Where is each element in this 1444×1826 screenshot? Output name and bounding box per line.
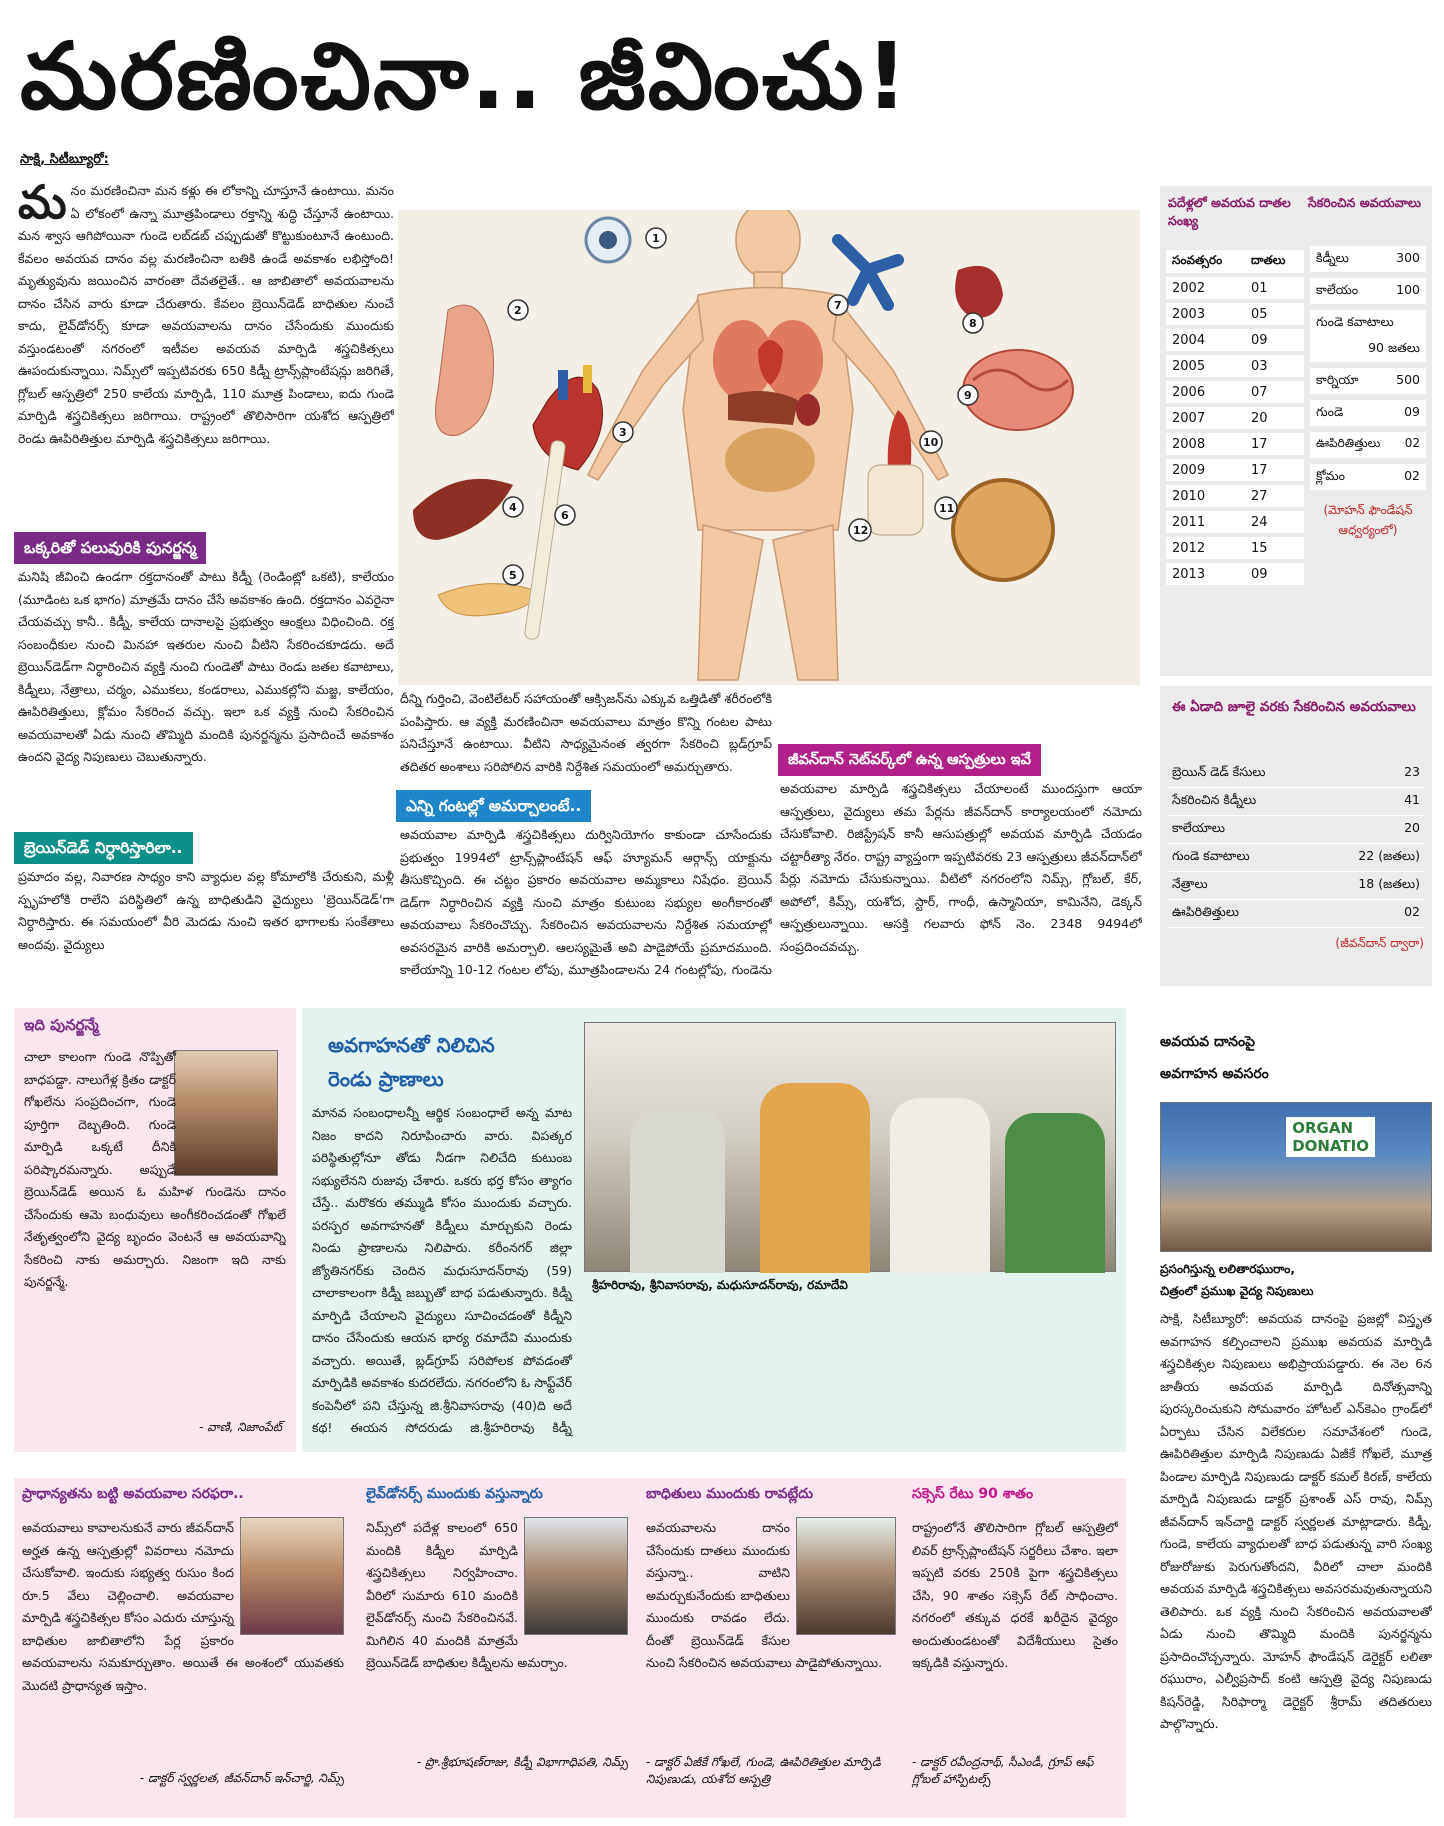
- heart-organ: [533, 365, 603, 470]
- section-two-text: ప్రమాదం వల్ల, నివారణ సాధ్యం కాని వ్యాధుల వల్ల కోమాలోకి చేరుకుని, మళ్లీ స్పృహలోకి రాలేని పరిస్థితిలో ఉన్న బాధితుడిని వైద్యులు 'బ్రెయిన్‌డెడ్'గా నిర్ధారిస్తారు. ఈ సమయంలో వీరి మెదడు నుంచి ఇతర భాగాలకు సంకేతాలు అందవు. వైద్యులు: [18, 869, 394, 952]
- badge-5: [503, 565, 523, 585]
- list-item: నేత్రాలు 18 (జతలు): [1168, 872, 1424, 900]
- photo-spacer: [572, 1102, 1112, 1302]
- eye-organ: [586, 218, 630, 262]
- awareness-need-heading-line2: అవగాహన అవసరం: [1160, 1066, 1269, 1082]
- awareness-heading-line2: రెండు ప్రాణాలు: [328, 1067, 444, 1091]
- svg-text:8: 8: [969, 317, 977, 330]
- awareness-text: [312, 1102, 1112, 1442]
- awareness-need-text: సాక్షి, సిటీబ్యూరో: అవయవ దానంపై ప్రజల్లో విస్తృత అవగాహన కల్పించాలని ప్రముఖ అవయవ మార్పిడి శస్త్రచికిత్సల నిపుణులు అభిప్రాయపడ్డారు. ఈ నెల 6న జాతీయ అవయవ మార్పిడి దినోత్సవాన్ని పురస్కరించుకుని సోమవారం హోటల్ ఎన్‌కెఎం గ్రాండ్‌లో ఏర్పాటు చేసిన విలేకరుల సమావేశంలో గుండె, ఊపిరితిత్తుల మార్పిడి నిపుణుడు ఏజీకే గోఖలే, మూత్ర పిండాల మార్పిడి నిపుణుడు డాక్టర్ కమల్ కిరణ్, కాలేయ మార్పిడి నిపుణుడు డాక్టర్ ప్రశాంత్ ఎస్ రావు, నిమ్స్ జీవన్‌దాన్ ఇన్‌చార్జి డాక్టర్ స్వర్ణలత మాట్లాడారు. కిడ్నీ, గుండె, కాలేయ వ్యాధులతో బాధ పడుతున్న వారి సంఖ్య రోజురోజుకు పెరుగుతోందని, వీరిలో చాలా మందికి అవయవ మార్పిడి శస్త్రచికిత్సలు అవసరమవుతున్నాయని తెలిపారు. ఒక వ్యక్తి నుంచి సేకరించిన అవయవాలతో ఏడు నుంచి తొమ్మిది మందికి పునర్జన్మను ప్రసాదించొచ్చన్నారు. మోహన్ ఫౌండేషన్ డెరైక్టర్ లలితా రఘురాం, ఎల్వీప్రసాద్ కంటి ఆస్పత్రి వైద్య నిపుణుడు కిషన్‌రెడ్డి, సిరిఫార్మా డెరైక్టర్ శ్రీరామ్ తదితరులు పాల్గొన్నారు.: [1160, 1311, 1432, 1731]
- list-item: ఊపిరితిత్తులు 02: [1168, 900, 1424, 928]
- pancreas-organ: [438, 584, 533, 616]
- rebirth-box: [14, 1008, 296, 1452]
- col-donors: దాతలు: [1245, 250, 1304, 273]
- intro-text: నం మరణించినా మన కళ్లు ఈ లోకాన్ని చూస్తూనే ఉంటాయి. మనం ఏ లోకంలో ఉన్నా మూత్రపిండాలు రక్తాన్ని శుద్ధి చేస్తూనే ఉంటాయి. మన శ్వాస ఆగిపోయినా గుండె లబ్‌డబ్ చప్పుడుతో కొట్టుకుంటూనే ఉంటుంది. కేవలం అవయవ దానం వల్ల మరణించినా బతికి ఉండే అవకాశం లభిస్తోంది! మృత్యువును జయించిన వారంతా దేవతలైతే.. ఆ జాబితాలో అవయవాలను దానం చేసిన వారు కూడా చేరుతారు. కేవలం బ్రెయిన్‌డెడ్ బాధితుల నుంచే కాదు, లైవ్‌డోనర్స్ కూడా అవయవాలను దానం చేసేందుకు ముందుకు వస్తుండటంతో నగరంలో ఇటీవల అవయవ మార్పిడి శస్త్రచికిత్సలు ఊపందుకున్నాయి. నిమ్స్‌లో ఇప్పటివరకు 650 కిడ్నీ ట్రాన్స్‌ప్లాంటేషన్లు జరిగితే, గ్లోబల్ ఆస్పత్రిలో 250 కాలేయ మార్పిడి, 110 మూత్ర పిండాలు, ఐదు గుండె మార్పిడి శస్త్రచికిత్సలు జరిగాయి. రాష్ట్రంలో తొలిసారిగా యశోద ఆస్పత్రిలో రెండు ఊపిరితిత్తుల మార్పిడి శస్త్రచికిత్సలు జరిగాయి.: [18, 183, 394, 446]
- badge-1: [646, 228, 666, 248]
- quote-4: [912, 1486, 1118, 1812]
- table-row: 2009 17: [1166, 459, 1304, 481]
- organ-diagram-svg: [398, 210, 1140, 685]
- year-stats-heading: ఈ ఏడాది జూలై వరకు సేకరించిన అవయవాలు: [1172, 699, 1416, 715]
- banner-text-2: DONATIO: [1292, 1137, 1369, 1155]
- svg-text:7: 7: [834, 299, 842, 312]
- table-row: 2005 03: [1166, 355, 1304, 377]
- donor-stats-heading-right: సేకరించిన అవయవాలు: [1308, 195, 1422, 210]
- quote-1-body: [22, 1517, 344, 1763]
- intro-paragraph: [18, 180, 394, 530]
- list-item: కార్నియా 500: [1310, 368, 1426, 394]
- organ-diagram: [398, 210, 1140, 685]
- kidney-organ: [955, 266, 1003, 318]
- intestine-organ: [963, 350, 1073, 430]
- list-item: బ్రెయిన్ డెడ్ కేసులు 23: [1168, 760, 1424, 788]
- bone-organ: [524, 440, 566, 640]
- svg-text:6: 6: [561, 509, 569, 522]
- badge-8: [963, 313, 983, 333]
- headline: మరణించినా.. జీవించు!: [20, 23, 910, 130]
- svg-text:3: 3: [619, 426, 627, 439]
- lung-organ: [436, 305, 494, 435]
- byline: సాక్షి, సిటీబ్యూరో:: [20, 152, 109, 167]
- table-row: 2007 20: [1166, 407, 1304, 429]
- organs-collected-list: [1310, 246, 1426, 540]
- vessel-organ: [838, 240, 898, 305]
- quote-1-text: అవయవాలు కావాలనుకునే వారు జీవన్‌దాన్ అర్హత ఉన్న ఆస్పత్రుల్లో వివరాలు నమోదు చేసుకోవాలి. ఇందుకు సభ్యత్వ రుసుం కింద రూ.5 వేలు చెల్లించాలి. అవయవాల మార్పిడి శస్త్రచికిత్సల కోసం ఎదురు చూస్తున్న బాధితుల జాబితాలోని పేర్ల ప్రకారం అవయవాలను సమకూర్చుతాం. అయితే ఈ అంశంలో యువతకు మొదటి ప్రాధాన్యత ఇస్తాం.: [22, 1520, 344, 1693]
- awareness-text-content: మానవ సంబంధాలన్నీ ఆర్థిక సంబంధాలే అన్న మాట నిజం కాదని నిరూపించారు వారు. విపత్కర పరిస్థితుల్లోనూ తోడు నీడగా నిలిచేది కుటుంబ సభ్యులేనని రుజువు చేశారు. ఒకరు భర్త కోసం త్యాగం చేస్తే.. మరొకరు తమ్ముడి కోసం ముందుకు వచ్చారు. పరస్పర అవగాహనతో కిడ్నీలు మార్చుకుని రెండు నిండు ప్రాణాలను నిలిపారు. కరీంనగర్ జిల్లా జ్యోతినగర్‌కు చెందిన మధుసూదన్‌రావు (59) చాలాకాలంగా కిడ్నీ జబ్బుతో బాధ పడుతున్నారు. కిడ్నీ మార్పిడి చేయాలని వైద్యులు సూచించడంతో కిడ్నీని దానం చేసేందుకు ఆయన భార్య రమాదేవి ముందుకు వచ్చారు. అయితే, బ్లడ్‌గ్రూప్ సరిపోలక పోవడంతో మార్పిడికి అవకాశం కుదరలేదు. నగరంలోని ఓ సాఫ్ట్‌వేర్ కంపెనీలో పని చేస్తున్న జి.శ్రీనివాసరావు (40)ది అదే కథ! ఈయన సోదరుడు జి.శ్రీహరిరావు కిడ్నీ: [312, 1105, 572, 1435]
- quote-1-heading: ప్రాధాన్యతను బట్టి అవయవాల సరఫరా..: [22, 1486, 244, 1502]
- quote-2: [366, 1486, 628, 1812]
- awareness-box: [302, 1008, 1126, 1452]
- year-stats-list: [1168, 760, 1424, 953]
- awareness-need-heading-line1: అవయవ దానంపై: [1160, 1034, 1255, 1050]
- dropcap: మ: [18, 180, 67, 229]
- quote-2-heading: లైవ్‌డోనర్స్ ముందుకు వస్తున్నారు: [366, 1486, 543, 1502]
- table-row: 2011 24: [1166, 511, 1304, 533]
- badge-3: [613, 422, 633, 442]
- quote-1: [22, 1486, 344, 1812]
- svg-text:12: 12: [853, 524, 869, 537]
- section-one-heading-wrap: [14, 532, 206, 564]
- awareness-photo-caption: శ్రీహరిరావు, శ్రీనివాసరావు, మధుసూదన్‌రావు, రమాదేవి: [592, 1278, 848, 1292]
- awareness-heading: [328, 1028, 495, 1096]
- badge-9: [958, 385, 978, 405]
- badge-11: [935, 497, 957, 519]
- list-item: గుండె కవాటాలు: [1310, 310, 1426, 336]
- svg-text:1: 1: [652, 232, 660, 245]
- donor-stats-box: [1160, 186, 1432, 676]
- section-four-text: అవయవాల మార్పిడి శస్త్రచికిత్సలు చేయాలంటే ముందస్తుగా ఆయా ఆస్పత్రులు, వైద్యులు తమ పేర్లను జీవన్‌దాన్ కార్యాలయంలో నమోదు చేసుకోవాలి. రిజిస్ట్రేషన్ కానీ ఆసుపత్రుల్లో అవయవ మార్పిడి చేయడం చట్టారీత్యా నేరం. రాష్ట్ర వ్యాప్తంగా ఇప్పటివరకు 23 ఆస్పత్రులు జీవన్‌దాన్‌లో పేర్లు నమోదు చేసుకున్నాయి. వీటిలో నగరంలోని నిమ్స్, గ్లోబల్, కేర్, అపోలో, కిమ్స్, యశోద, స్టార్, గాంధీ, ఉస్మానియా, కామినేని, డెక్కన్ ఆస్పత్రులున్నాయి. ఆసక్తి గలవారు ఫోన్ నెం. 2348 9494లో సంప్రదించవచ్చు.: [780, 781, 1142, 954]
- rebirth-text: [24, 1046, 286, 1402]
- list-item: గుండె 09: [1310, 400, 1426, 426]
- svg-text:5: 5: [509, 569, 517, 582]
- caption-line-2: చిత్రంలో ప్రముఖ వైద్య నిపుణులు: [1160, 1284, 1314, 1298]
- col-year: సంవత్సరం: [1166, 250, 1245, 273]
- badge-6: [555, 505, 575, 525]
- quote-3-signature: - డాక్టర్ ఏజీకే గోఖలే, గుండె, ఊపిరితిత్తుల మార్పిడి నిపుణుడు, యశోద ఆస్పత్రి: [646, 1755, 881, 1786]
- section-four-heading-wrap: [778, 744, 1041, 776]
- skin-organ: [953, 480, 1053, 580]
- quote-4-text: రాష్ట్రంలోనే తొలిసారిగా గ్లోబల్ ఆస్పత్రిలో లివర్ ట్రాన్స్‌ప్లాంటేషన్ సర్జరీలు చేశాం. ఇలా ఇప్పటి వరకు 250కి పైగా శస్త్రచికిత్సలు చేసి, 90 శాతం సక్సెస్ రేట్ సాధించాం. నగరంలో తక్కువ ధరకే ఖరీదైన వైద్యం అందుతుండటంతో విదేశీయులు సైతం ఇక్కడికి వస్తున్నారు.: [912, 1520, 1118, 1670]
- section-one-heading: ఒక్కరితో పలువురికి పునర్జన్మ: [14, 532, 206, 564]
- rebirth-heading: ఇది పునర్జన్మే: [24, 1016, 99, 1034]
- rebirth-text-content: చాలా కాలంగా గుండె నొప్పితో బాధపడ్డా. నాలుగేళ్ల క్రితం డాక్టర్ గోఖలేను సంప్రదించగా, గుండె పూర్తిగా దెబ్బతింది. గుండె మార్పిడి ఒక్కటే దీనికి పరిష్కారమన్నారు. అప్పుడే బ్రెయిన్‌డెడ్ అయిన ఓ మహిళ గుండెను దానం చేసేందుకు ఆమె బంధువులు అంగీకరించడంతో గోఖలే నేతృత్వంలోని వైద్య బృందం వెంటనే ఆ అవయవాన్ని సేకరించి నాకు అమర్చారు. నిజంగా ఇది నాకు పునర్జన్మే.: [24, 1049, 286, 1289]
- quote-3: [646, 1486, 896, 1812]
- badge-2: [508, 300, 528, 320]
- donor-stats-heading-left: పదేళ్లలో అవయవ దాతల సంఖ్య: [1168, 195, 1291, 228]
- table-row: 2002 01: [1166, 277, 1304, 299]
- section-four-heading: జీవన్‌దాన్ నెట్‌వర్క్‌లో ఉన్న ఆస్పత్రులు ఇవే: [778, 744, 1041, 776]
- knee-organ: [868, 465, 923, 535]
- table-row: 2008 17: [1166, 433, 1304, 455]
- quote-3-body: [646, 1517, 896, 1747]
- awareness-need-photo: [1160, 1102, 1432, 1252]
- banner-text-1: ORGAN: [1292, 1119, 1354, 1137]
- svg-text:2: 2: [514, 304, 522, 317]
- section-three-heading-wrap: [396, 790, 591, 822]
- table-row: 2010 27: [1166, 485, 1304, 507]
- liver-organ: [413, 479, 513, 540]
- quote-4-heading: సక్సెస్ రేటు 90 శాతం: [912, 1486, 1034, 1502]
- badge-10: [920, 431, 942, 453]
- year-stats-source: (జీవన్‌దాన్ ద్వారా): [1335, 936, 1424, 950]
- svg-text:11: 11: [939, 502, 955, 515]
- table-row: 2012 15: [1166, 537, 1304, 559]
- quote-3-photo: [796, 1517, 896, 1635]
- section-one-text: మనిషి జీవించి ఉండగా రక్తదానంతో పాటు కిడ్నీ (రెండింట్లో ఒకటి), కాలేయం (మూడింట ఒక భాగం) మాత్రమే దానం చేసే అవకాశం ఉంది. రక్తదానం ఎవరైనా చేయవచ్చు కానీ.. కిడ్నీ, కాలేయ దానాలపై ప్రభుత్వం ఆంక్షలు విధించింది. రక్త సంబంధీకుల నుంచి మినహా ఇతరుల నుంచి వీటిని సేకరించకూడదు. అదే బ్రెయిన్‌డెడ్‌గా నిర్ధారించిన వ్యక్తి నుంచి గుండెతో పాటు రెండు జతల కవాటాలు, కిడ్నీలు, నేత్రాలు, చర్మం, ఎముకలు, కండరాలు, ఎముకల్లోని మజ్జ, కాలేయం, ఊపిరితిత్తులు, క్లోమం సేకరించ వచ్చు. ఇలా ఒక వ్యక్తి నుంచి సేకరించిన అవయవాలతో ఏడు నుంచి తొమ్మిది మందికి పునర్జన్మను ప్రసాదించే అవకాశం ఉందని వైద్య నిపుణులు చెబుతున్నారు.: [18, 569, 394, 764]
- organ-donation-banner: [1286, 1117, 1375, 1157]
- list-item: కాలేయాలు 20: [1168, 816, 1424, 844]
- list-item: 90 జతలు: [1310, 336, 1426, 362]
- quote-3-heading: బాధితులు ముందుకు రావట్లేదు: [646, 1486, 813, 1502]
- list-item: సేకరించిన కిడ్నీలు 41: [1168, 788, 1424, 816]
- quote-2-photo: [524, 1517, 628, 1635]
- quote-3-text: అవయవాలను దానం చేసేందుకు దాతలు ముందుకు వస్తున్నా.. వాటిని అమర్చుకునేందుకు బాధితులు ముందుకు రావడం లేదు. దీంతో బ్రెయిన్‌డెడ్ కేసుల నుంచి సేకరించిన అవయవాలు పాడైపోతున్నాయి.: [646, 1520, 883, 1670]
- quote-2-signature: - ప్రొ.శ్రీభూషణ్‌రాజు, కిడ్నీ విభాగాధిపతి, నిమ్స్: [416, 1755, 628, 1769]
- list-item: కిడ్నీలు 300: [1310, 246, 1426, 272]
- awareness-need-caption: [1160, 1258, 1432, 1302]
- rebirth-signature: - వాణి, నిజాంపేట్: [199, 1420, 282, 1434]
- list-item: కాలేయం 100: [1310, 278, 1426, 304]
- col2-continued-text: దీన్ని గుర్తించి, వెంటిలేటర్ సహాయంతో ఆక్సిజన్‌ను ఎక్కువ ఒత్తిడితో శరీరంలోకి పంపిస్తారు. ఆ వ్యక్తి మరణించినా అవయవాలు మాత్రం కొన్ని గంటల పాటు పనిచేస్తూనే ఉంటాయి. వీటిని సాధ్యమైనంత త్వరగా సేకరించి బ్లడ్‌గ్రూప్ తదితర అంశాలు సరిపోలిన వారికి నిర్దేశిత సమయంలో అమర్చుతారు.: [400, 691, 772, 774]
- list-item: గుండె కవాటాలు 22 (జతలు): [1168, 844, 1424, 872]
- caption-line-1: ప్రసంగిస్తున్న లలితారఘురాం,: [1160, 1262, 1295, 1276]
- quotes-row: [14, 1478, 1126, 1818]
- section-three-text: అవయవాల మార్పిడి శస్త్రచికిత్సలు దుర్వినియోగం కాకుండా చూసేందుకు ప్రభుత్వం 1994లో ట్రాన్స్‌ప్లాంటేషన్ ఆఫ్ హ్యూమన్ ఆర్గాన్స్ యాక్టును తీసుకొచ్చింది. ఈ చట్టం ప్రకారం అవయవాల అమ్మకాలు నిషేధం. బ్రెయిన్ డెడ్‌గా నిర్ధారించిన వ్యక్తి నుంచి మాత్రం కుటుంబ సభ్యుల అంగీకారంతో అవయవాలు సేకరించొచ్చు. సేకరించిన అవయవాలను నిర్దేశిత సమయాల్లో అవసరమైన వారికి అమర్చాలి. ఆలస్యమైతే అవి పాడైపోయే ప్రమాదముంది. కాలేయాన్ని 10-12 గంటల లోపు, మూత్రపిండాలను 24 గంటల్లోపు, గుండెను: [400, 827, 772, 977]
- quote-2-body: [366, 1517, 628, 1747]
- awareness-heading-line1: అవగాహనతో నిలిచిన: [328, 1033, 495, 1057]
- table-row: 2013 09: [1166, 563, 1304, 585]
- section-three-heading: ఎన్ని గంటల్లో అమర్చాలంటే..: [396, 790, 591, 822]
- section-two-heading-wrap: [14, 832, 193, 864]
- awareness-need-heading: [1160, 1026, 1432, 1090]
- internal-organs: [713, 320, 823, 492]
- awareness-need-article: [1160, 1026, 1432, 1816]
- quote-4-signature: - డాక్టర్ రవీంద్రనాథ్, సీఎండీ, గ్రూప్ ఆఫ్ గ్లోబల్ హాస్పిటల్స్: [912, 1755, 1094, 1786]
- quote-1-photo: [240, 1517, 344, 1635]
- quote-2-text: నిమ్స్‌లో పదేళ్ల కాలంలో 650 మందికి కిడ్నీల మార్పిడి శస్త్రచికిత్సలు నిర్వహించాం. వీరిలో సుమారు 610 మందికి లైవ్‌డోనర్స్ నుంచి సేకరించినవే. మిగిలిన 40 మందికి మాత్రమే బ్రెయిన్‌డెడ్ బాధితుల కిడ్నీలను అమర్చాం.: [366, 1520, 568, 1670]
- svg-text:10: 10: [923, 436, 939, 449]
- table-row: 2004 09: [1166, 329, 1304, 351]
- list-item: క్లోమం 02: [1310, 464, 1426, 490]
- donor-years-header-row: [1166, 250, 1304, 273]
- donor-years-table: [1166, 246, 1304, 589]
- table-row: 2003 05: [1166, 303, 1304, 325]
- badge-7: [828, 295, 848, 315]
- year-stats-box: [1160, 686, 1432, 986]
- svg-text:9: 9: [964, 389, 972, 402]
- photo-spacer: [176, 1046, 286, 1181]
- section-two-heading: బ్రెయిన్‌డెడ్ నిర్ధారిస్తారిలా..: [14, 832, 193, 864]
- donor-stats-source: (మోహన్ ఫౌండేషన్ ఆధ్వర్యంలో): [1323, 503, 1413, 537]
- badge-12: [849, 519, 871, 541]
- badge-4: [503, 497, 523, 517]
- quote-1-signature: - డాక్టర్ స్వర్ణలత, జీవన్‌దాన్ ఇన్‌చార్జి, నిమ్స్: [139, 1771, 344, 1785]
- svg-text:4: 4: [509, 501, 517, 514]
- table-row: 2006 07: [1166, 381, 1304, 403]
- list-item: ఊపిరితిత్తులు 02: [1310, 432, 1426, 458]
